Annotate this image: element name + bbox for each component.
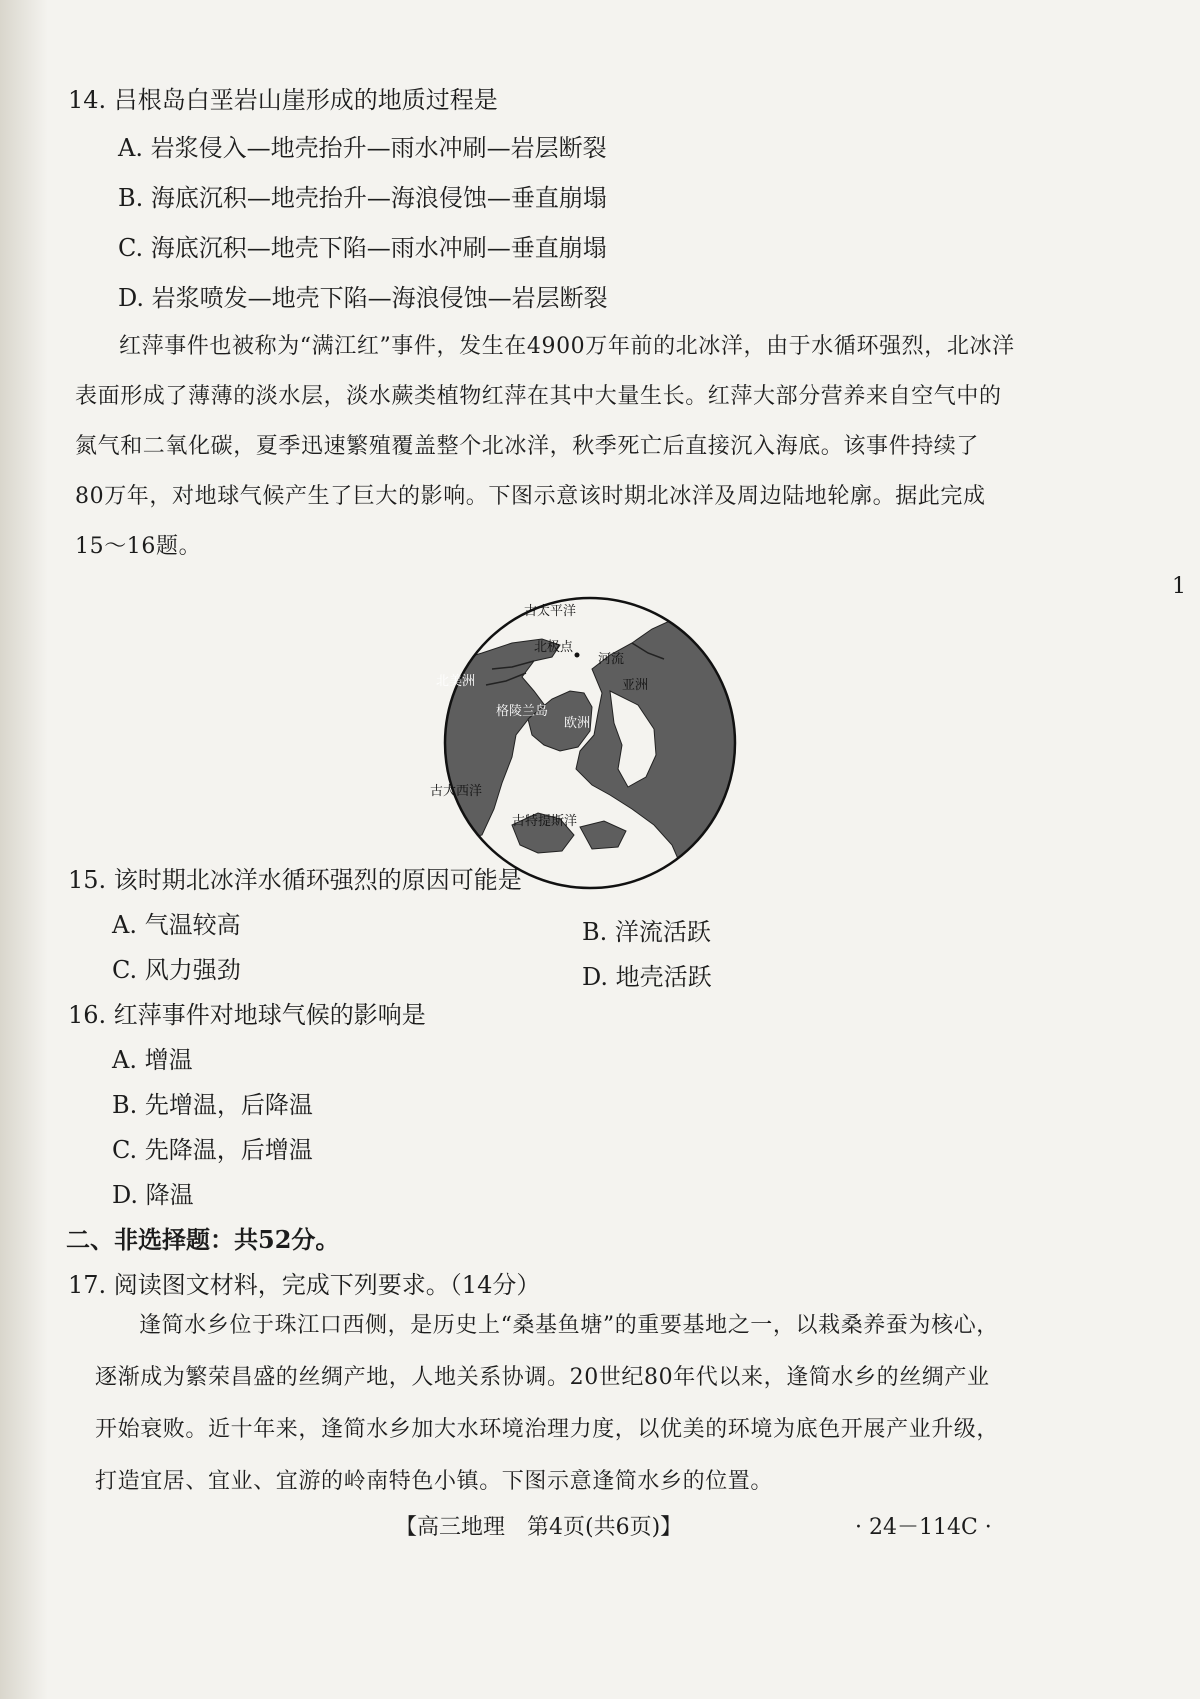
footer-code: · 24－114C ·	[855, 1515, 992, 1540]
q16-option-d: D. 降温	[112, 1181, 194, 1209]
q16-option-c: C. 先降温，后增温	[112, 1136, 313, 1164]
q16-option-a: A. 增温	[112, 1046, 193, 1074]
label-tethys: 古特提斯洋	[512, 814, 578, 829]
label-atlantic: 古大西洋	[430, 784, 483, 799]
margin-mark: 1	[1172, 574, 1186, 599]
north-pole-dot	[575, 653, 580, 658]
q15-option-b: B. 洋流活跃	[582, 918, 711, 946]
passage-line: 表面形成了薄薄的淡水层，淡水蕨类植物红萍在其中大量生长。红萍大部分营养来自空气中的	[75, 384, 1002, 409]
label-greenland: 格陵兰岛	[496, 704, 549, 719]
q15-option-a: A. 气温较高	[112, 911, 241, 939]
arctic-map-svg	[430, 595, 738, 891]
q17-stem: 17. 阅读图文材料，完成下列要求。（14分）	[68, 1271, 541, 1299]
passage-line: 逢简水乡位于珠江口西侧，是历史上“桑基鱼塘”的重要基地之一，以栽桑养蚕为核心，	[139, 1313, 999, 1338]
page-edge-shadow	[0, 0, 48, 1699]
q14-option-b: B. 海底沉积—地壳抬升—海浪侵蚀—垂直崩塌	[118, 184, 607, 212]
q14-stem: 14. 吕根岛白垩岩山崖形成的地质过程是	[68, 86, 498, 114]
arctic-map	[430, 595, 738, 891]
q16-option-b: B. 先增温，后降温	[112, 1091, 313, 1119]
q15-stem: 15. 该时期北冰洋水循环强烈的原因可能是	[68, 866, 522, 894]
passage-line: 逐渐成为繁荣昌盛的丝绸产地，人地关系协调。20世纪80年代以来，逢简水乡的丝绸产业	[95, 1365, 990, 1390]
passage-line: 红萍事件也被称为“满江红”事件，发生在4900万年前的北冰洋，由于水循环强烈，北冰洋	[119, 334, 1015, 359]
label-europe: 欧洲	[564, 716, 591, 731]
footer-page-info: 【高三地理 第4页(共6页)】	[395, 1515, 683, 1540]
passage-line: 80万年，对地球气候产生了巨大的影响。下图示意该时期北冰洋及周边陆地轮廓。据此完成	[75, 484, 986, 509]
label-asia: 亚洲	[622, 678, 649, 693]
q15-option-d: D. 地壳活跃	[582, 963, 712, 991]
q14-option-c: C. 海底沉积—地壳下陷—雨水冲刷—垂直崩塌	[118, 234, 607, 262]
q14-option-a: A. 岩浆侵入—地壳抬升—雨水冲刷—岩层断裂	[118, 134, 607, 162]
passage-line: 打造宜居、宜业、宜游的岭南特色小镇。下图示意逢简水乡的位置。	[95, 1469, 774, 1494]
q16-stem: 16. 红萍事件对地球气候的影响是	[68, 1001, 426, 1029]
q15-option-c: C. 风力强劲	[112, 956, 241, 984]
label-river: 河流	[598, 652, 625, 667]
passage-line: 开始衰败。近十年来，逢简水乡加大水环境治理力度，以优美的环境为底色开展产业升级，	[95, 1417, 1000, 1442]
section-2-title: 二、非选择题：共52分。	[66, 1225, 340, 1254]
q14-option-d: D. 岩浆喷发—地壳下陷—海浪侵蚀—岩层断裂	[118, 284, 608, 312]
label-north-pole: 北极点	[534, 640, 574, 655]
passage-line: 15～16题。	[75, 534, 202, 559]
q17-passage	[95, 1300, 1125, 1508]
passage-red-azolla	[75, 322, 1125, 572]
passage-line: 氮气和二氧化碳，夏季迅速繁殖覆盖整个北冰洋，秋季死亡后直接沉入海底。该事件持续了	[75, 434, 980, 459]
label-north-america: 北美洲	[436, 674, 476, 689]
label-pacific: 古太平洋	[524, 604, 577, 619]
